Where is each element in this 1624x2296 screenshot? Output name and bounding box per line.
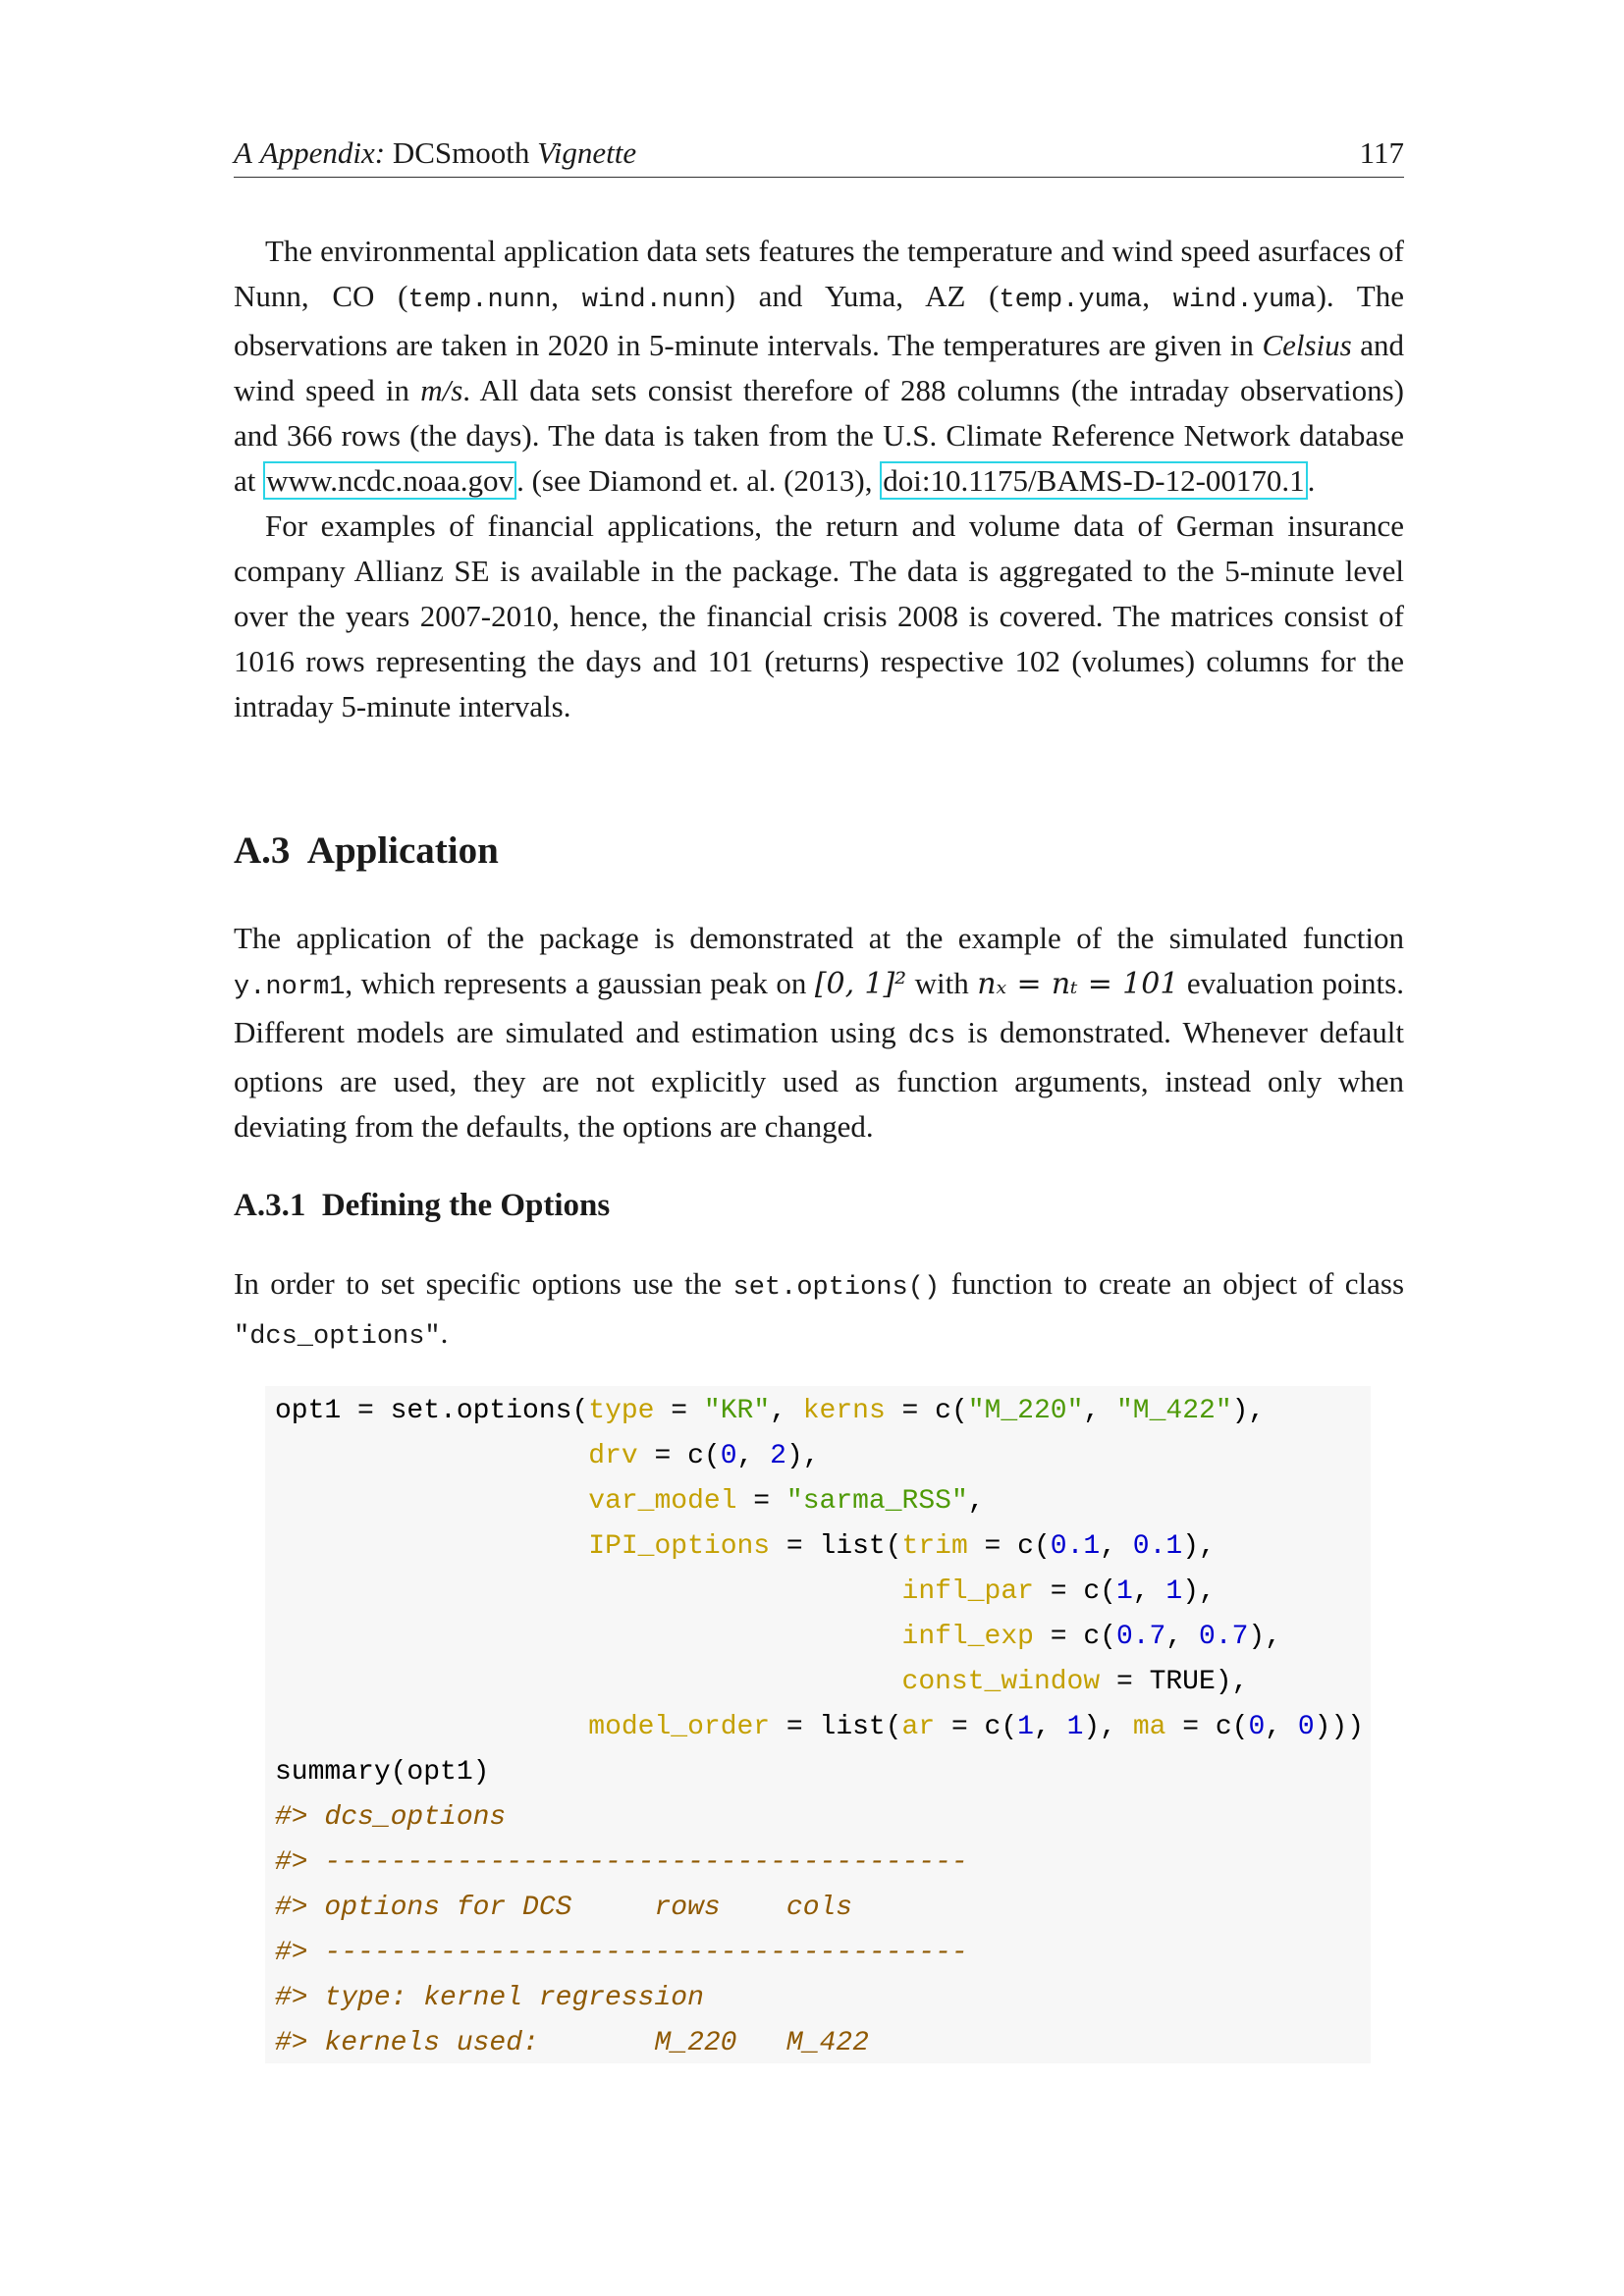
code-line-2: drv = c(0, 2), [588,1441,820,1471]
body-text-block-1 [234,229,1404,729]
paragraph-options: In order to set specific options use the set.options() function to create an object of class "dcs_options". [234,1266,1405,1352]
output-line-1: #> dcs_options [275,1802,507,1833]
doi-link[interactable]: doi:10.1175/BAMS-D-12-00170.1 [880,461,1307,500]
code-line-4: IPI_options = list(trim = c(0.1, 0.1), [588,1531,1216,1562]
code-listing [265,1386,1371,2066]
output-line-2: #> --------------------------------------- [275,1847,968,1878]
running-header [234,132,1404,178]
code-line-7: const_window = TRUE), [901,1667,1249,1697]
code-block [265,1386,1371,2063]
code-line-5: infl_par = c(1, 1), [901,1576,1216,1607]
code-line-3: var_model = "sarma_RSS", [588,1486,985,1517]
output-line-5: #> type: kernel regression [275,1983,704,2013]
code-line-8: model_order = list(ar = c(1, 1), ma = c(0, 0))) [588,1712,1365,1742]
paragraph-application: The application of the package is demonstrated at the example of the simulated function y.norm1, which represents a gaussian peak on [0, 1]² with nₓ = nₜ = 101 evaluation points. Different models are simulated and estimation using dcs is demonstrated. Whenever default options are used, they are not explicitly used as function arguments, instead only when deviating from the defaults, the options are changed. [234,921,1404,1144]
subsection-heading: A.3.1 Defining the Options [234,1188,611,1223]
body-text-block-2 [234,916,1404,1149]
code-line-9: summary(opt1) [275,1757,490,1788]
ncdc-link[interactable]: www.ncdc.noaa.gov [263,461,516,500]
output-line-6: #> kernels used: M_220 M_422 [275,2028,869,2058]
code-line-1: opt1 = set.options(type = "KR", kerns = c("M_220", "M_422"), [275,1396,1266,1426]
body-text-block-3 [234,1261,1404,1360]
output-line-4: #> --------------------------------------- [275,1938,968,1968]
page-number: 117 [1359,135,1404,170]
output-line-3: #> options for DCS rows cols [275,1893,853,1923]
section-heading: A.3 Application [234,829,499,872]
header-section-title: A Appendix: DCSmooth Vignette [234,135,637,170]
paragraph-environmental-data: The environmental application data sets features the temperature and wind speed asurfaces of Nunn, CO (temp.nunn, wind.nunn) and Yuma, AZ (temp.yuma, wind.yuma). The observations are taken in 2020 in 5-minute intervals. The temperatures are given in Celsius and wind speed in m/s. All data sets consist therefore of 288 columns (the intraday observations) and 366 rows (the days). The data is taken from the U.S. Climate Reference Network database at www.ncdc.noaa.gov. (see Diamond et. al. (2013), doi:10.1175/BAMS-D-12-00170.1. [234,234,1405,498]
paragraph-financial-data: For examples of financial applications, the return and volume data of German insurance company Allianz SE is available in the package. The data is aggregated to the 5-minute level over the years 2007-2010, hence, the financial crisis 2008 is covered. The matrices consist of 1016 rows representing the days and 101 (returns) respective 102 (volumes) columns for the intraday 5-minute intervals. [234,508,1404,723]
code-line-6: infl_exp = c(0.7, 0.7), [901,1622,1282,1652]
